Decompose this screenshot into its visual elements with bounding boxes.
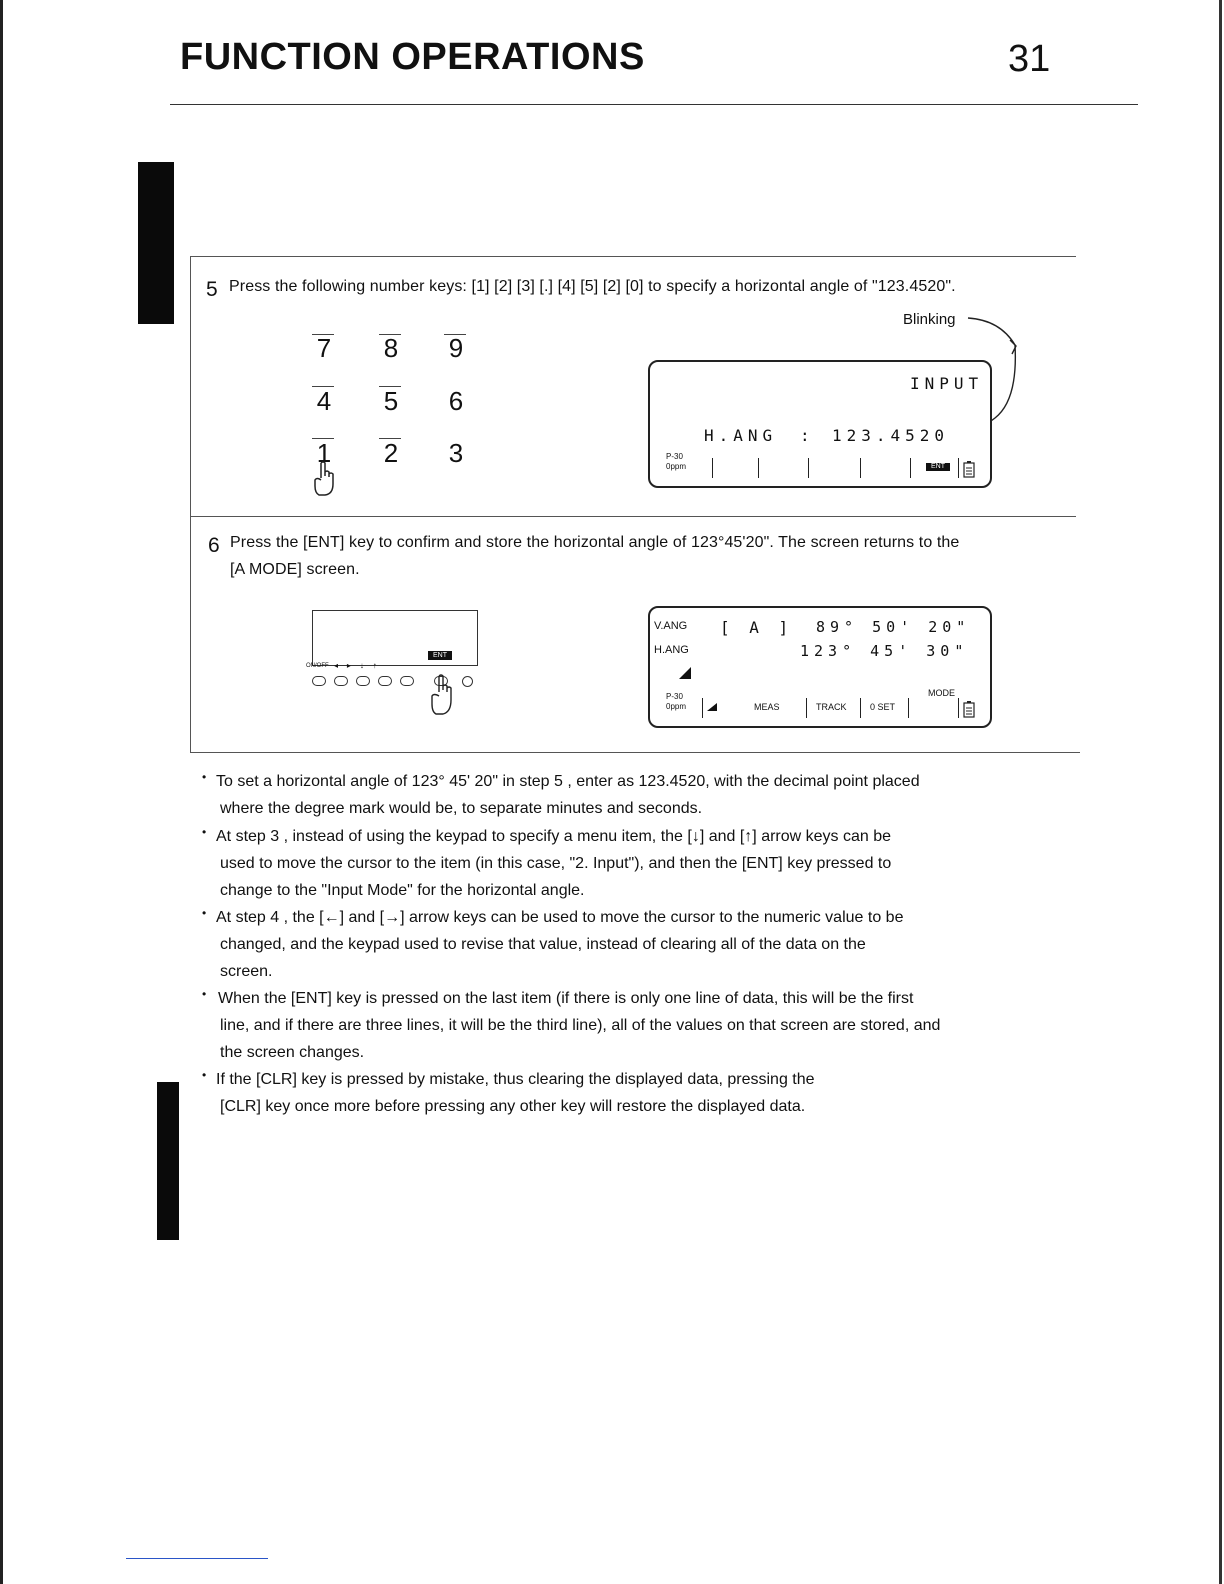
signal-level-icon [706,702,718,712]
key-8[interactable]: 8 [383,333,399,363]
bullet-icon: • [202,987,207,1001]
step5-number: 5 [206,278,218,301]
softkey-divider [958,458,959,478]
power-key[interactable] [462,676,473,687]
bullet-icon: • [202,1068,207,1082]
key-7[interactable]: 7 [316,333,332,363]
softkey-0set[interactable]: 0 SET [870,702,896,712]
key-3[interactable]: 3 [448,438,464,468]
step5-text: Press the following number keys: [1] [2] [3] [.] [4] [5] [2] [0] to specify a horizontal angle of "123.4520". [229,278,956,295]
panel-key[interactable] [312,676,326,686]
thumb-tab-bottom [157,1082,179,1240]
key-5[interactable]: 5 [383,386,399,416]
arrow-key-labels: ◂ ▸ ↓ ↑ [334,661,377,670]
signal-level-icon [678,666,692,680]
softkey-divider [908,698,909,718]
note-item [202,768,1072,822]
lcd-field-label: H.ANG [704,426,778,445]
note-item [202,985,1072,1066]
bullet-icon: • [202,906,207,920]
softkey-divider [808,458,809,478]
lcd-h-label: H.ANG [654,644,689,656]
step6-line2: [A MODE] screen. [230,561,360,578]
panel-key[interactable] [378,676,392,686]
softkey-divider [860,458,861,478]
note-line: the screen changes. [220,1044,365,1061]
step-box-left-rule [190,256,191,752]
step-divider-rule [190,516,1076,517]
lcd-mode-indicator: [ A ] [720,618,794,637]
note-item [202,823,1072,904]
key-6[interactable]: 6 [448,386,464,416]
pointing-hand-icon [310,460,340,498]
page-right-edge [1219,0,1222,1584]
softkey-divider [860,698,861,718]
lcd-ppm-label: 0ppm [666,702,687,711]
note-line: changed, and the keypad used to revise that value, instead of clearing all of the data on the [220,936,866,953]
note-line: When the [ENT] key is pressed on the last item (if there is only one line of data, this will be the first [218,990,914,1007]
page-left-edge [0,0,3,1584]
page-title: FUNCTION OPERATIONS [180,36,645,78]
on-off-label: ON/OFF [306,663,329,669]
note-item [202,904,1072,985]
softkey-divider [758,458,759,478]
page-number: 31 [1008,38,1051,80]
note-line: screen. [220,963,273,980]
step5-top-rule [190,256,1076,257]
note-line: [CLR] key once more before pressing any other key will restore the displayed data. [220,1098,806,1115]
note-line: At step 3 , instead of using the keypad to specify a menu item, the [↓] and [↑] arrow keys can be [216,828,892,845]
key-1[interactable]: 1 [316,438,332,468]
step6-line1: Press the [ENT] key to confirm and store the horizontal angle of 123°45'20". The screen returns to the [230,534,960,551]
softkey-mode[interactable]: MODE [928,688,955,698]
softkey-meas[interactable]: MEAS [754,702,780,712]
note-line: line, and if there are three lines, it will be the third line), all of the values on that screen are stored, and [220,1017,941,1034]
panel-key[interactable] [356,676,370,686]
softkey-divider [958,698,959,718]
softkey-divider [702,698,703,718]
bullet-icon: • [202,825,207,839]
note-line: To set a horizontal angle of 123° 45' 20" in step 5 , enter as 123.4520, with the decimal point placed [216,773,920,790]
lcd-value: 123.4520 [832,426,950,445]
panel-key[interactable] [334,676,348,686]
number-keypad [306,330,476,500]
panel-ent-indicator: ENT [428,651,452,660]
notes-list [202,768,1072,1120]
note-line: At step 4 , the [←] and [→] arrow keys can be used to move the cursor to the numeric value to be [216,909,904,926]
note-line: used to move the cursor to the item (in this case, "2. Input"), and then the [ENT] key pressed to [220,855,892,872]
lcd-ent-indicator: ENT [926,463,950,471]
bullet-icon: • [202,770,207,784]
lcd-v-value: 89° 50' 20" [816,618,971,636]
softkey-track[interactable]: TRACK [816,702,847,712]
softkey-divider [806,698,807,718]
note-line: change to the "Input Mode" for the horizontal angle. [220,882,585,899]
softkey-divider [910,458,911,478]
lcd-input-screen [648,360,992,488]
panel-key[interactable] [400,676,414,686]
header-rule [170,104,1138,105]
blinking-callout: Blinking [903,311,956,328]
lcd-ppm-label: 0ppm [666,462,687,471]
softkey-divider [712,458,713,478]
key-9[interactable]: 9 [448,333,464,363]
note-line: where the degree mark would be, to separate minutes and seconds. [220,800,703,817]
panel-display [312,610,478,666]
bottom-rule [126,1558,268,1559]
step6-number: 6 [208,534,220,557]
battery-icon [962,460,976,478]
lcd-v-label: V.ANG [654,620,688,632]
pointing-hand-icon [426,672,456,718]
lcd-p-label: P-30 [666,692,683,701]
step6-bottom-rule [190,752,1080,753]
battery-icon [962,700,976,718]
lcd-h-value: 123° 45' 30" [800,642,969,660]
lcd-p-label: P-30 [666,452,683,461]
note-line: If the [CLR] key is pressed by mistake, thus clearing the displayed data, pressing the [216,1071,815,1088]
note-item [202,1066,1072,1120]
lcd-a-mode-screen [648,606,992,728]
thumb-tab-top [138,162,174,324]
lcd-mode-label: INPUT [910,374,984,393]
lcd-separator: : [800,426,815,445]
key-2[interactable]: 2 [383,438,399,468]
instrument-panel [304,602,484,722]
key-4[interactable]: 4 [316,386,332,416]
